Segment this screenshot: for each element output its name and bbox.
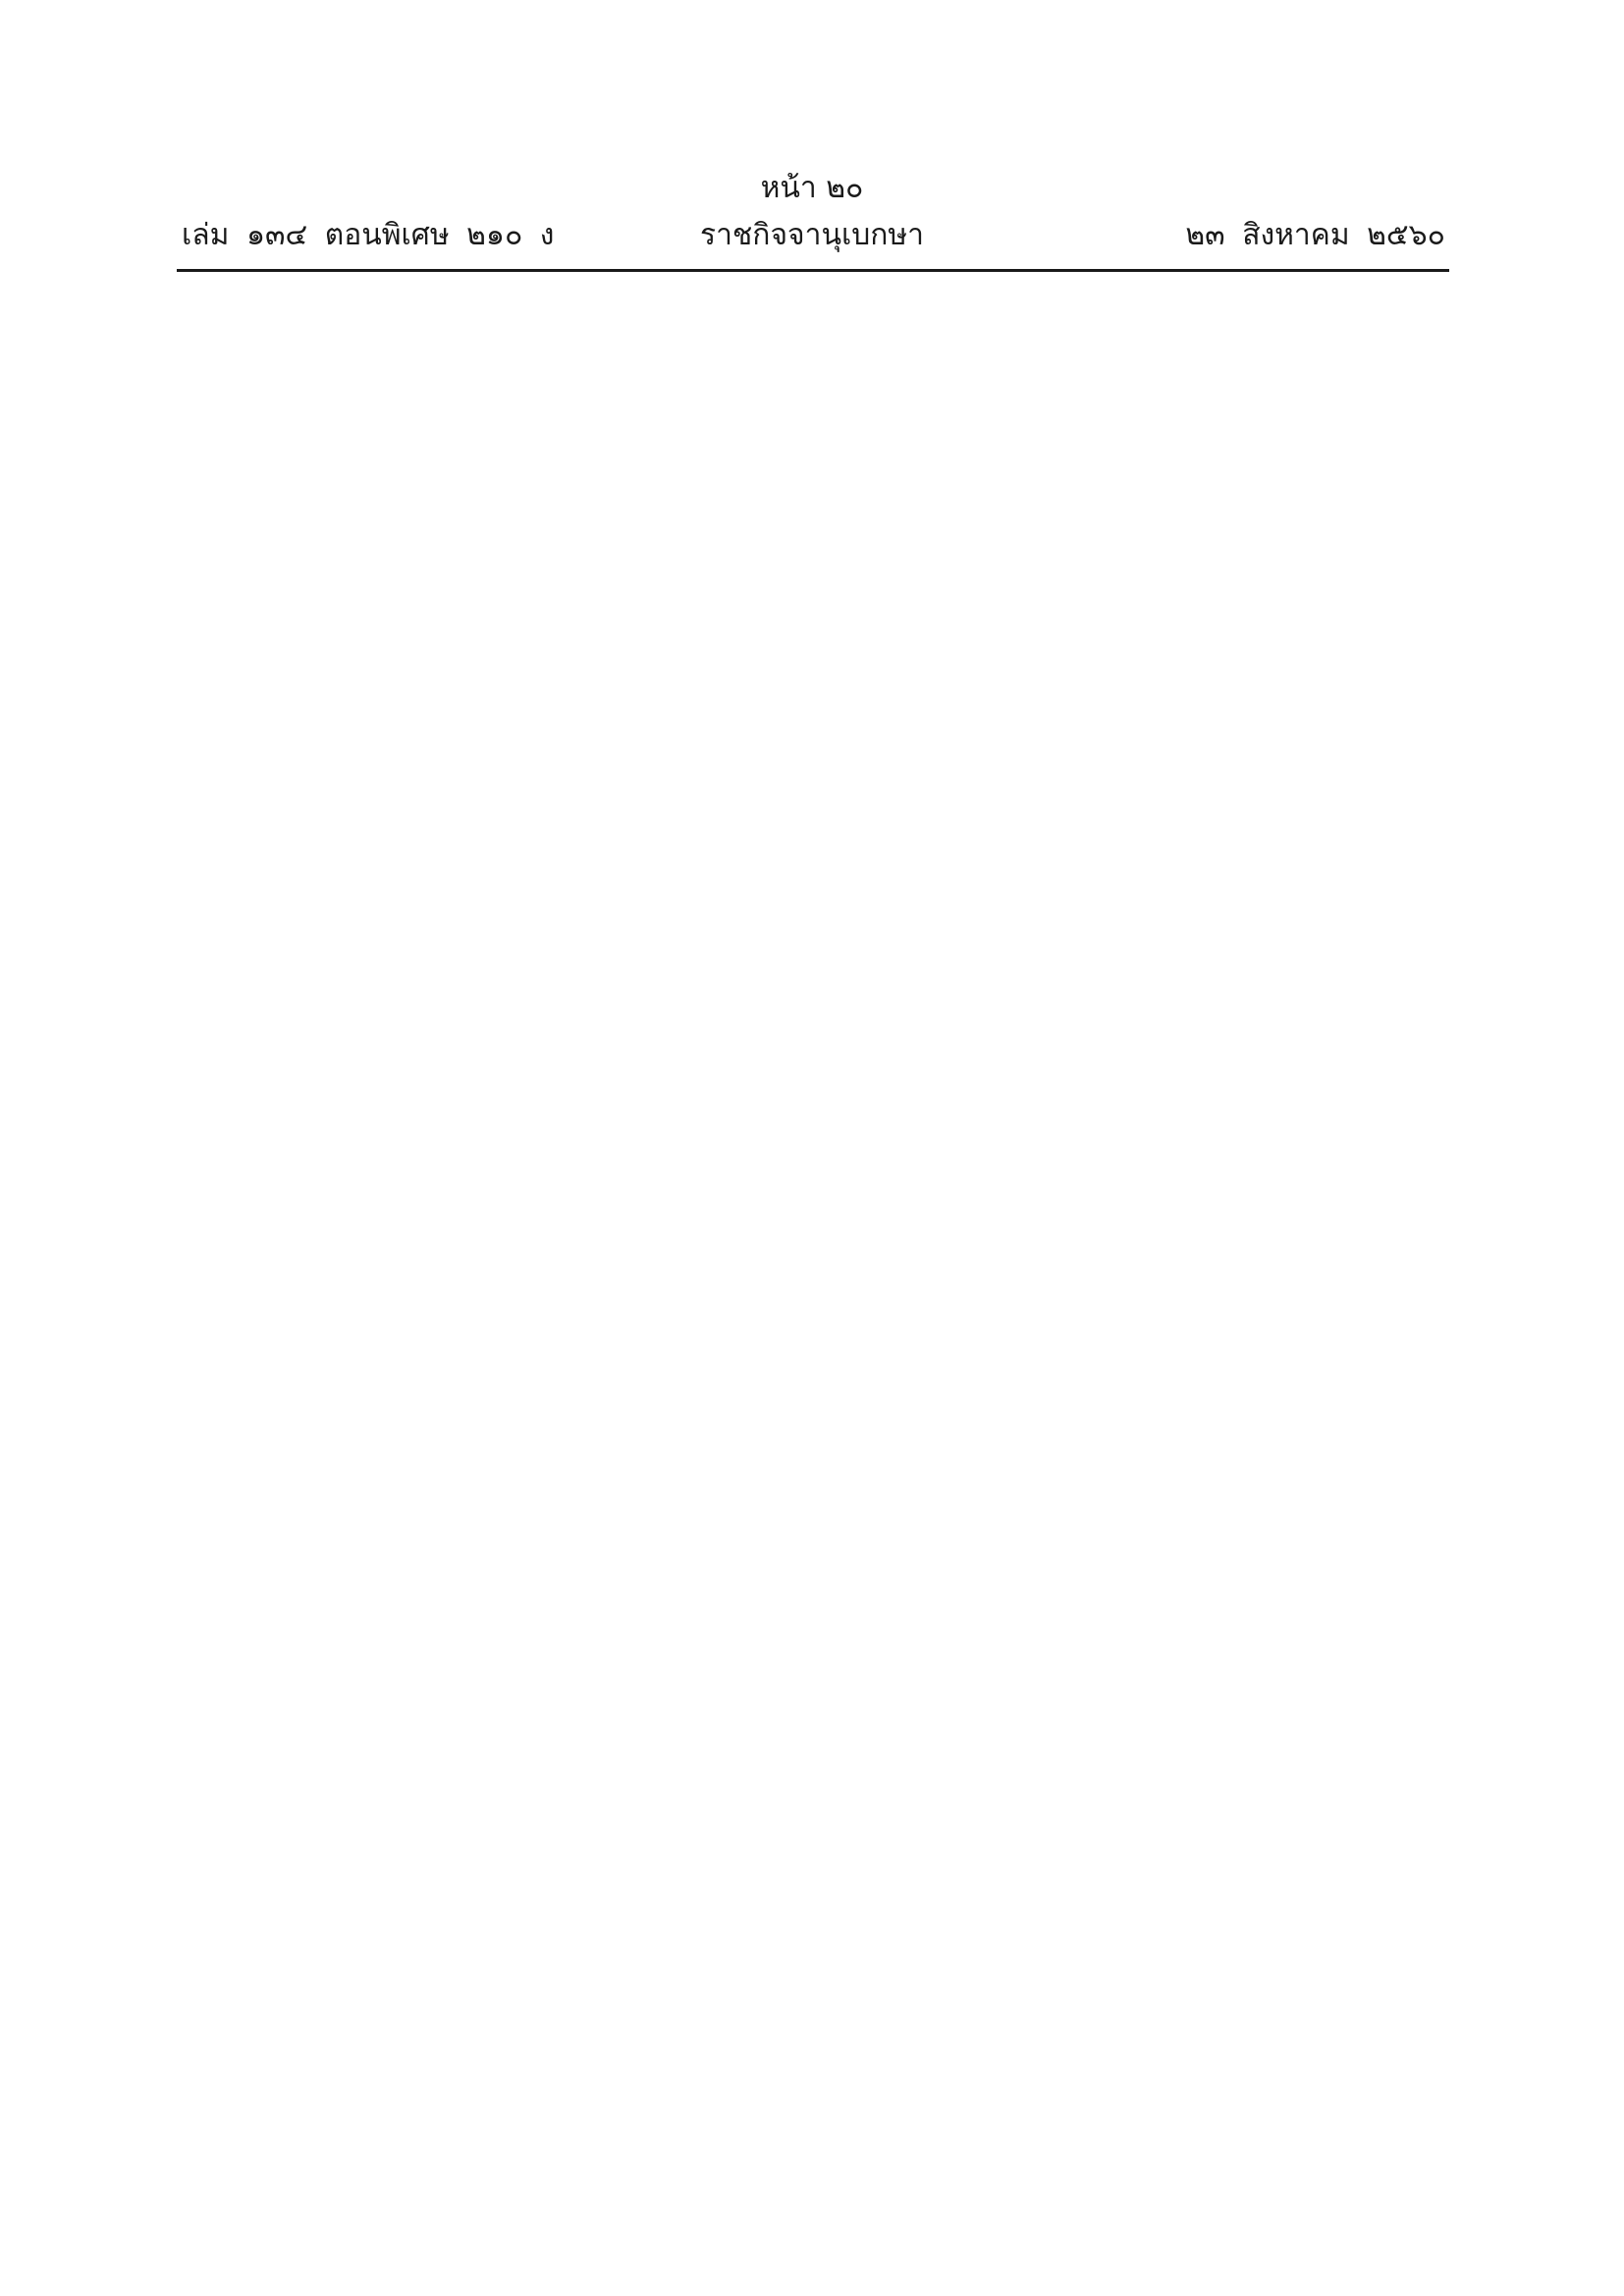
list-item-2 (177, 1525, 1449, 1574)
paragraph (177, 615, 1449, 664)
paragraph-clause-57 (177, 1025, 1449, 1073)
paragraph (177, 1162, 1449, 1210)
list-item-1 (177, 1252, 1449, 1300)
paragraph-clause-56 (177, 294, 1449, 343)
paragraph (177, 1963, 1449, 2011)
paragraph (177, 1865, 1449, 1913)
header-divider (177, 269, 1449, 272)
publication-date: ๒๓ สิงหาคม ๒๕๖๐ (1185, 218, 1445, 252)
publication-title: ราชกิจจานุเบกษา (699, 218, 925, 252)
volume-issue: เล่ม ๑๓๔ ตอนพิเศษ ๒๑๐ ง (182, 218, 555, 252)
page-number: หน้า ๒๐ (760, 171, 864, 205)
